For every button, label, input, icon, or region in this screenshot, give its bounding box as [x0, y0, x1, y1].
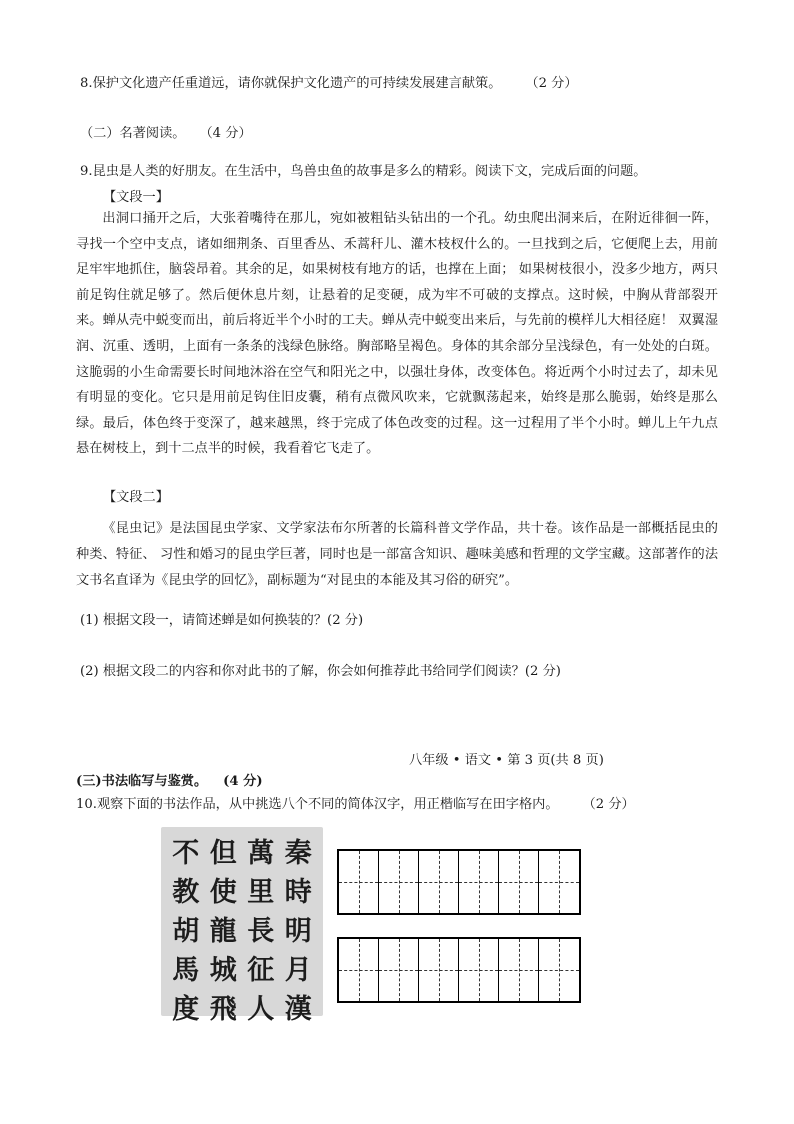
calligraphy-char: 馬: [172, 955, 200, 986]
tianzige-cell[interactable]: [539, 851, 579, 913]
question-10: [76, 793, 635, 812]
section-3-heading: [76, 770, 263, 789]
calligraphy-char: 明: [284, 916, 312, 947]
calligraphy-char: 時: [284, 877, 312, 908]
calligraphy-char: 人: [247, 994, 275, 1025]
question-8: [80, 72, 578, 91]
calligraphy-char: 龍: [209, 916, 237, 947]
tianzige-grid-row-1[interactable]: [337, 849, 581, 915]
tianzige-cell[interactable]: [339, 939, 379, 1001]
calligraphy-char: 漢: [284, 994, 312, 1025]
tianzige-cell[interactable]: [459, 851, 499, 913]
calligraphy-char: 長: [247, 916, 275, 947]
calligraphy-char: 胡: [172, 916, 200, 947]
question-8-score: （2 分）: [525, 76, 578, 91]
question-10-score: （2 分）: [582, 797, 635, 812]
calligraphy-char: 里: [247, 877, 275, 908]
calligraphy-char: 度: [172, 994, 200, 1025]
calligraphy-char: 萬: [247, 838, 275, 869]
subquestion-2: (2) 根据文段二的内容和你对此书的了解，你会如何推荐此书给同学们阅读？(2 分): [80, 664, 561, 679]
tianzige-cell[interactable]: [539, 939, 579, 1001]
section-3-title: (三)书法临写与鉴赏。: [76, 774, 208, 789]
tianzige-cell[interactable]: [379, 851, 419, 913]
section-2-score: （4 分）: [199, 126, 252, 141]
tianzige-cell[interactable]: [459, 939, 499, 1001]
tianzige-cell[interactable]: [499, 851, 539, 913]
calligraphy-char: 征: [247, 955, 275, 986]
question-8-text: 8.保护文化遗产任重道远，请你就保护文化遗产的可持续发展建言献策。: [80, 76, 502, 91]
tianzige-cell[interactable]: [419, 939, 459, 1001]
calligraphy-char: 但: [209, 838, 237, 869]
passage-2-label: 【文段二】: [103, 490, 169, 505]
calligraphy-char: 教: [172, 877, 200, 908]
section-3-score: (4 分): [223, 774, 263, 789]
passage-2-text: 《昆虫记》是法国昆虫学家、文学家法布尔所著的长篇科普文学作品，共十卷。该作品是一部概括昆虫的种类、特征、 习性和婚习的昆虫学巨著，同时也是一部富含知识、趣味美感和哲理的文学宝藏。这部著作的法文书名直译为《昆虫学的回忆》，副标题为“对昆虫的本能及其习俗的研究”。: [76, 521, 719, 588]
calligraphy-char: 使: [209, 877, 237, 908]
passage-1-label: 【文段一】: [103, 190, 169, 205]
calligraphy-char: 月: [284, 955, 312, 986]
question-9-intro: 9.昆虫是人类的好朋友。在生活中，鸟兽虫鱼的故事是多么的精彩。阅读下文，完成后面的问题。: [80, 164, 647, 179]
tianzige-cell[interactable]: [339, 851, 379, 913]
calligraphy-char: 秦: [284, 838, 312, 869]
section-2-title: （二）名著阅读。: [80, 126, 186, 141]
section-2-heading: [80, 122, 252, 141]
calligraphy-char: 城: [209, 955, 237, 986]
tianzige-grid-row-2[interactable]: [337, 937, 581, 1003]
tianzige-cell[interactable]: [379, 939, 419, 1001]
calligraphy-image: [161, 827, 323, 1025]
subquestion-1: (1) 根据文段一，请简述蝉是如何换装的？(2 分): [80, 613, 364, 628]
question-10-text: 10.观察下面的书法作品，从中挑选八个不同的简体汉字，用正楷临写在田字格内。: [76, 797, 559, 812]
calligraphy-char: 不: [172, 838, 200, 869]
passage-1-text: 出洞口捅开之后，大张着嘴待在那儿，宛如被粗钻头钻出的一个孔。幼虫爬出洞来后，在附近徘徊一阵，寻找一个空中支点，诸如细荆条、百里香丛、禾蒿秆儿、灌木枝杈什么的。一旦找到之后，它便爬上去，用前足牢牢地抓住，脑袋昂着。其余的足，如果树枝有地方的话，也撑在上面； 如果树枝很小，没多少地方，两只前足钩住就足够了。然后便休息片刻，让悬着的足变硬，成为牢不可破的支撑点。这时候，中胸从背部裂开来。蝉从壳中蜕变而出，前后将近半个小时的工夫。蝉从壳中蜕变出来后，与先前的模样儿大相径庭！ 双翼湿润、沉重、透明，上面有一条条的浅绿色脉络。胸部略呈褐色。身体的其余部分呈浅绿色，有一处处的白斑。这脆弱的小生命需要长时间地沐浴在空气和阳光之中，以强壮身体，改变体色。将近两个小时过去了，却未见有明显的变化。它只是用前足钩住旧皮囊，稍有点微风吹来，它就飘荡起来，始终是那么脆弱，始终是那么绿。最后，体色终于变深了，越来越黑，终于完成了体色改变的过程。这一过程用了半个小时。蝉儿上午九点悬在树枝上，到十二点半的时候，我看着它飞走了。: [76, 211, 718, 457]
tianzige-cell[interactable]: [419, 851, 459, 913]
page-footer: 八年级 • 语文 • 第 3 页(共 8 页): [409, 753, 604, 768]
calligraphy-char: 飛: [209, 994, 237, 1025]
tianzige-cell[interactable]: [499, 939, 539, 1001]
